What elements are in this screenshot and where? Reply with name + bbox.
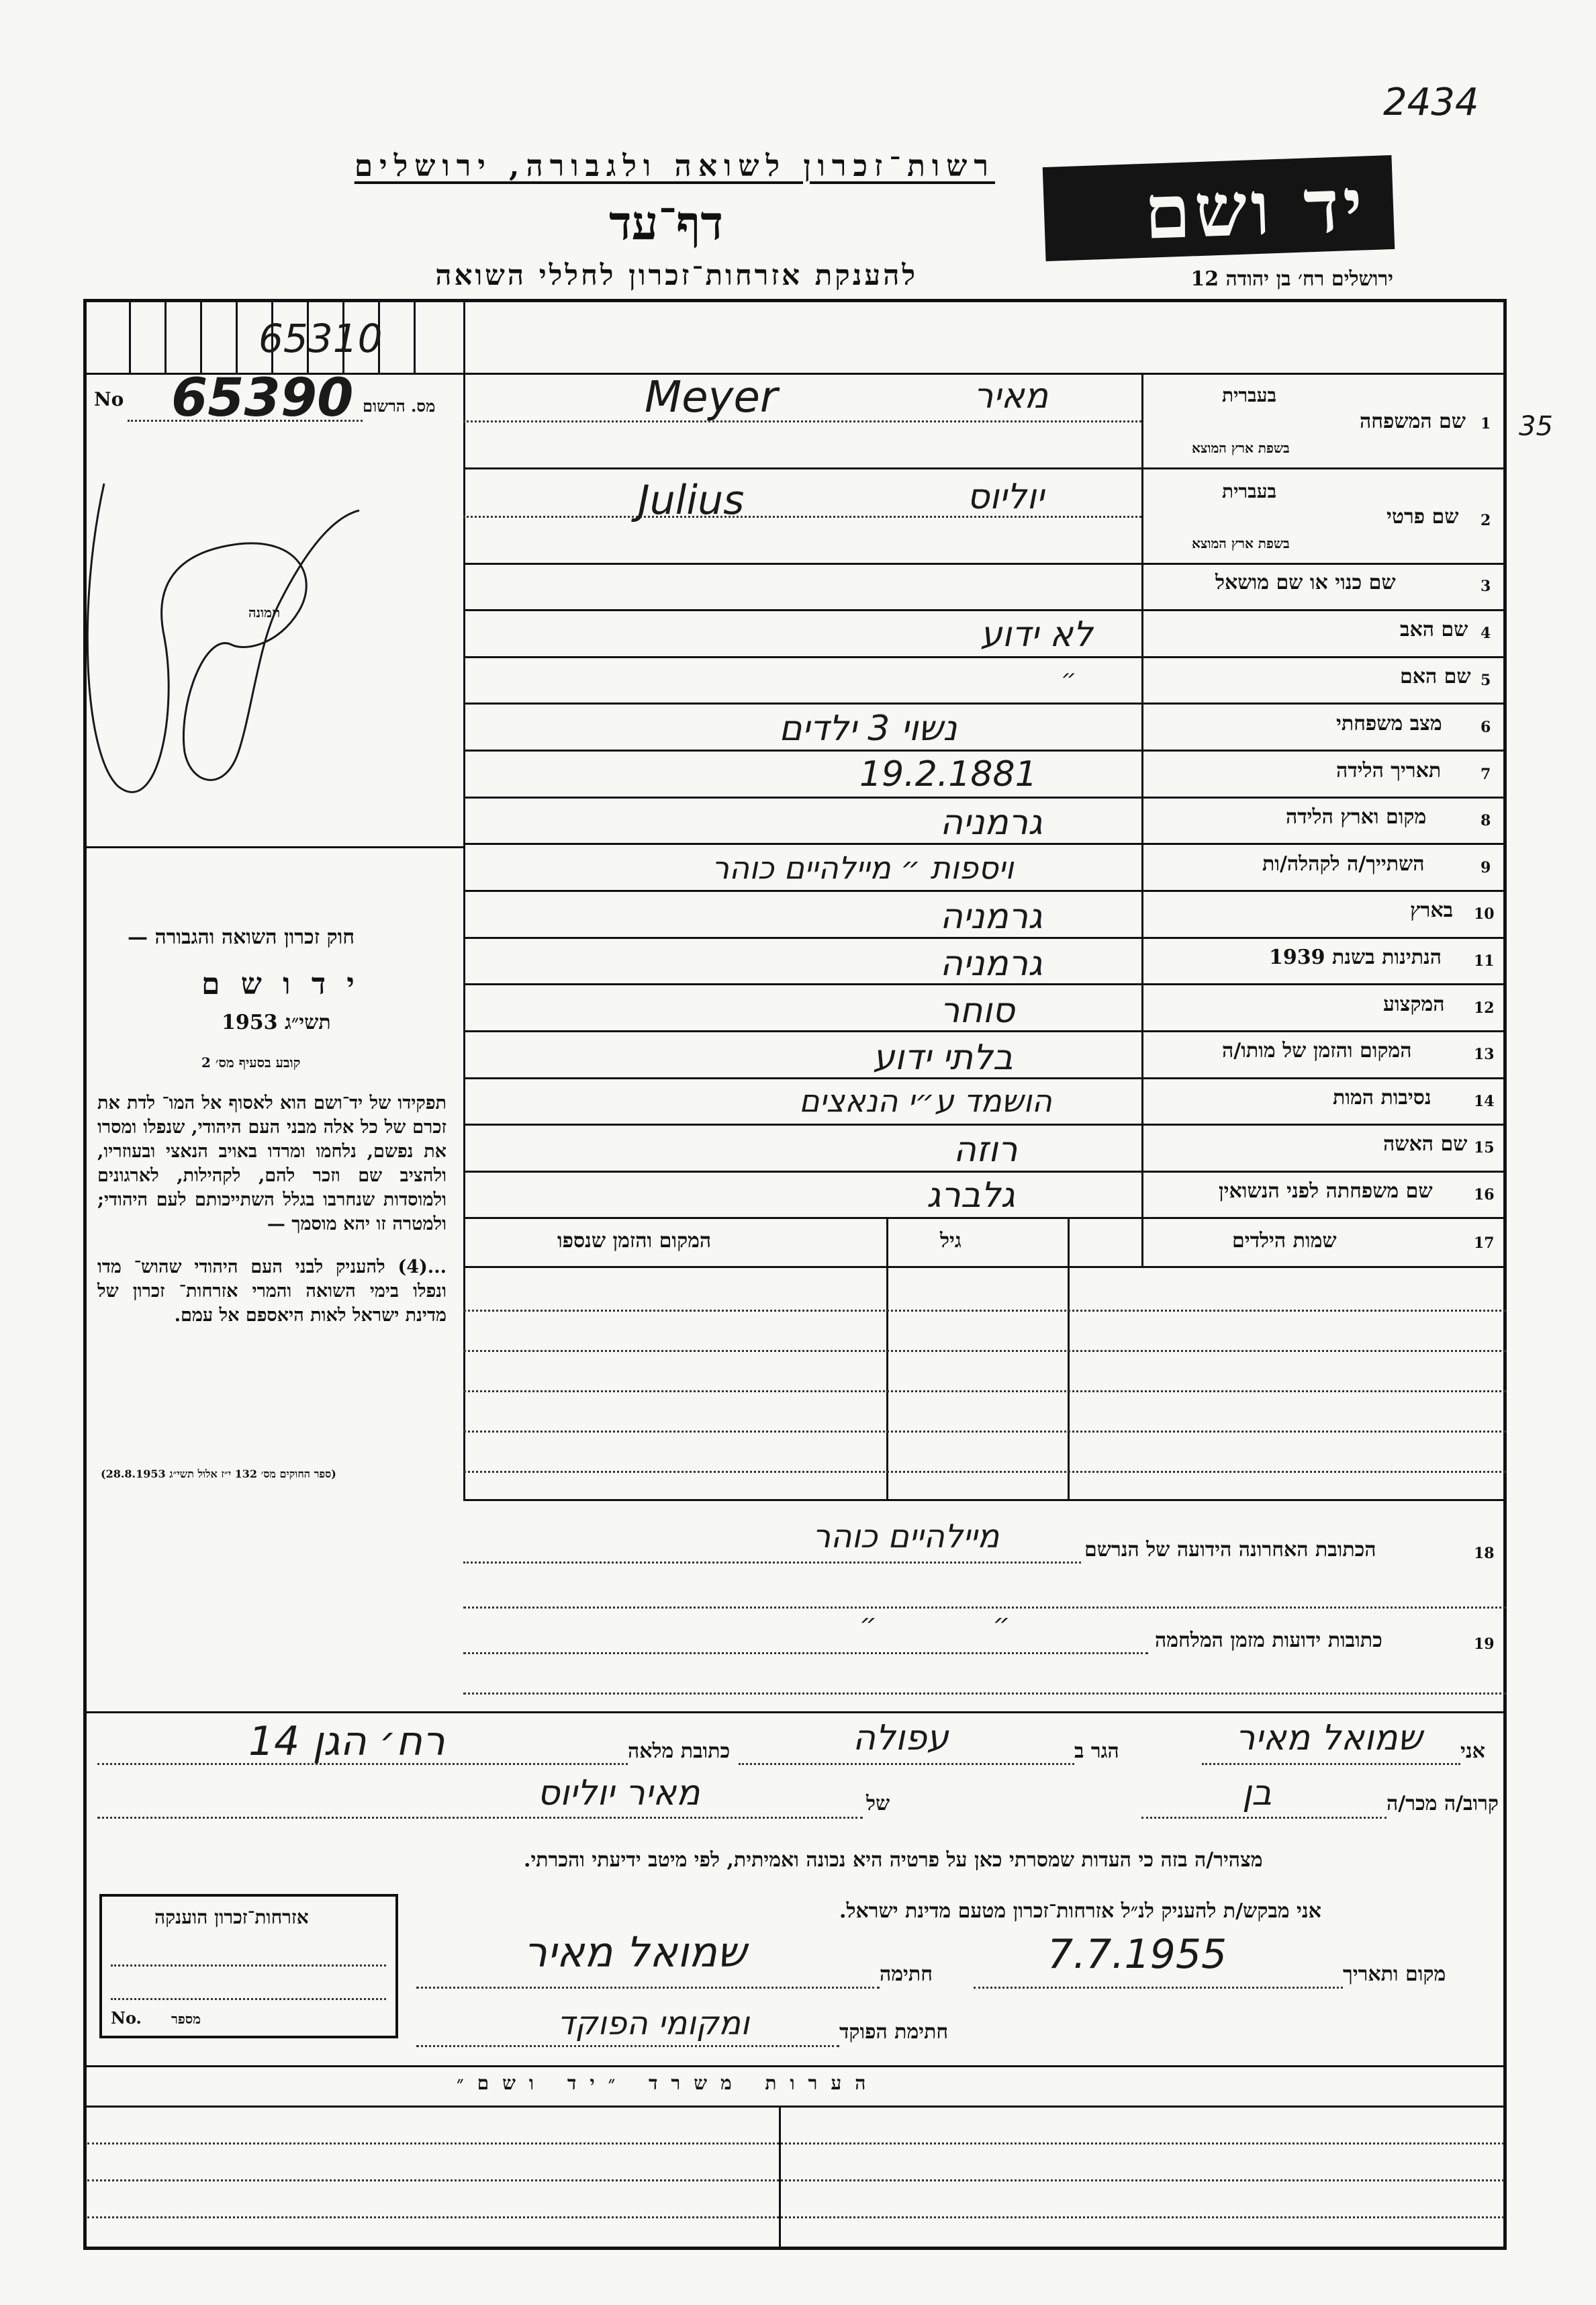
field-12-label: המקצוע (1383, 993, 1445, 1016)
field-2-hebrew-label: בעברית (1222, 480, 1277, 502)
field-2-label: שם פרטי (1387, 505, 1459, 529)
full-address-value: רח׳ הגן 14 (248, 1718, 445, 1765)
law-paragraph-1: תפקידו של יד־ושם הוא לאסוף אל המו־ לדת את זכרם של כל אלה מבני העם היהודי, שנפלו ומסרו את נפשם, נלחמו ומרדו באויב הנאצי ובעוזריו, ולהציב שם וזכר להם, לקהילות, לארגונים ולמוסדות שנחרבו בגלל השתייכותם לעם היהודי; ולמטרה זו יהא מוסמך — (97, 1093, 447, 1234)
relative-label: קרוב/ה מכר/ה (1387, 1792, 1499, 1815)
field-7-value: 19.2.1881 (859, 754, 1037, 795)
full-address-label: כתובת מלאה (628, 1739, 731, 1763)
declaration-ani: אני (1460, 1739, 1485, 1763)
office-notes-title: הערות משרד ״יד ושם״ (457, 2072, 880, 2094)
field-10-value: גרמניה (940, 897, 1043, 937)
children-col-names: שמות הילדים (1232, 1229, 1337, 1253)
field-1-hebrew-label: בעברית (1222, 384, 1277, 406)
signature-date: 7.7.1955 (1047, 1931, 1227, 1978)
field-19-label: כתובות ידועות מזמן המלחמה (1155, 1629, 1382, 1652)
field-2-local-label: בשפת ארץ המוצא (1192, 535, 1290, 551)
field-8-value: גרמניה (940, 803, 1043, 843)
field-5-value: ״ (1061, 665, 1077, 692)
side-mark: 35 (1519, 411, 1553, 442)
law-text (97, 1091, 447, 1328)
field-15-label: שם האשה (1383, 1132, 1468, 1156)
field-1-label: שם המשפחה (1360, 410, 1466, 433)
field-18-label: הכתובת האחרונה הידועה של הנרשם (1084, 1538, 1376, 1562)
field-7-label: תאריך הלידה (1336, 759, 1442, 782)
form-subtitle: להענקת אזרחות־זכרון לחללי השואה (435, 259, 918, 291)
officer-signature: ומקומי הפוקד (557, 2005, 750, 2042)
logo-address: ירושלים רח׳ בן יהודה 12 (1190, 267, 1393, 291)
law-clause: קובע בסעיף מס׳ 2 (201, 1054, 301, 1071)
field-16-label: שם משפחתה לפני הנשואין (1219, 1179, 1433, 1203)
residing-label: הגר ב (1074, 1739, 1119, 1763)
yad-vashem-logo: יד ושם (1043, 155, 1395, 261)
declarant-name: שמואל מאיר (1235, 1718, 1423, 1758)
children-col-age: גיל (940, 1229, 961, 1253)
declarant-signature: שמואל מאיר (524, 1928, 747, 1977)
field-5-label: שם האם (1400, 665, 1471, 688)
field-9-value: ויספות ״ מיילהיים כוהר (712, 850, 1014, 886)
law-footnote: (ספר החוקים מס׳ 132 י״ז אלול תשי״ג 28.8.1953) (101, 1467, 336, 1480)
field-1-local-label: בשפת ארץ המוצא (1192, 440, 1290, 456)
residing-value: עפולה (853, 1718, 949, 1758)
stamp-box-number-label: מספר (171, 2011, 201, 2027)
field-2-hebrew-value: יוליוס (967, 477, 1044, 517)
field-9-label: השתייך/ה לקהלה/ות (1262, 852, 1425, 876)
field-6-value: נשוי 3 ילדים (779, 709, 957, 749)
form-title: דף־עד (608, 195, 723, 251)
field-4-value: לא ידוע (980, 615, 1093, 655)
field-1-local-value: Meyer (645, 373, 778, 422)
of-label: של (866, 1792, 890, 1815)
law-name: י ד ו ש ם (201, 967, 360, 1001)
field-11-value: גרמניה (940, 944, 1043, 984)
photo-label: תמונה (248, 604, 281, 621)
children-col-place: המקום והזמן שנספו (557, 1229, 712, 1253)
stamp-box-no: No. (111, 2008, 142, 2028)
field-13-label: המקום והזמן של מותו/ה (1222, 1039, 1412, 1063)
place-date-label: מקום ותאריך (1343, 1962, 1446, 1986)
of-value: מאיר יוליוס (537, 1773, 700, 1813)
law-heading: חוק זכרון השואה והגבורה — (128, 925, 355, 949)
field-13-value: בלתי ידוע (873, 1038, 1013, 1078)
field-10-label: בארץ (1410, 899, 1454, 922)
field-12-value: סוחר (940, 991, 1015, 1031)
statement-1: מצהיר/ה בזה כי העדות שמסרתי כאן על פרטיה היא נכונה ואמיתית, לפי מיטב ידיעתי והכרתי. (524, 1848, 1263, 1872)
field-1-hebrew-value: מאיר (974, 376, 1049, 416)
signature-label: חתימה (880, 1962, 933, 1986)
registration-number: 65390 (171, 368, 354, 428)
officer-label: חתימת הפוקד (839, 2020, 949, 2044)
field-11-label: הנתינות בשנת 1939 (1269, 946, 1442, 969)
field-14-value: הושמד ע״י הנאצים (799, 1083, 1052, 1119)
no-prefix: No (94, 388, 124, 410)
registration-label: מס. הרשום (363, 396, 436, 416)
field-16-value: גלברג (927, 1175, 1015, 1216)
registration-box-number: 65310 (259, 316, 383, 361)
law-year: תשי״ג 1953 (222, 1011, 331, 1034)
document-number: 2434 (1383, 81, 1479, 124)
field-3-label: שם כנוי או שם מושאל (1215, 571, 1396, 594)
field-4-label: שם האב (1400, 618, 1468, 641)
field-15-value: רוזה (953, 1130, 1018, 1170)
field-18-value: מיילהיים כוהר (812, 1518, 1000, 1555)
field-2-local-value: Julius (638, 477, 745, 524)
field-6-label: מצב משפחתי (1336, 712, 1442, 735)
statement-2: אני מבקש/ת להעניק לנ״ל אזרחות־זכרון מטעם מדינת ישראל. (839, 1899, 1321, 1923)
field-19-value: ״ ״ (859, 1609, 1064, 1639)
field-14-label: נסיבות המות (1333, 1086, 1431, 1110)
field-18-num: 18 (1474, 1545, 1495, 1562)
signature-scribble (77, 470, 386, 819)
authority-name: רשות־זכרון לשואה ולגבורה, ירושלים (354, 149, 995, 183)
field-19-num: 19 (1474, 1635, 1495, 1653)
law-paragraph-2: ...(4) להעניק לבני העם היהודי שהוש־ מדו ונפלו בימי השואה והמרי אזרחות־ זכרון של מדינת ישראל לאות היאספם אל עמם. (97, 1257, 447, 1326)
relative-value: בן (1242, 1773, 1272, 1813)
field-17-num: 17 (1474, 1234, 1495, 1252)
stamp-box-title: אזרחות־זכרון הוענקה (154, 1906, 309, 1928)
field-8-label: מקום וארץ הלידה (1286, 805, 1427, 829)
